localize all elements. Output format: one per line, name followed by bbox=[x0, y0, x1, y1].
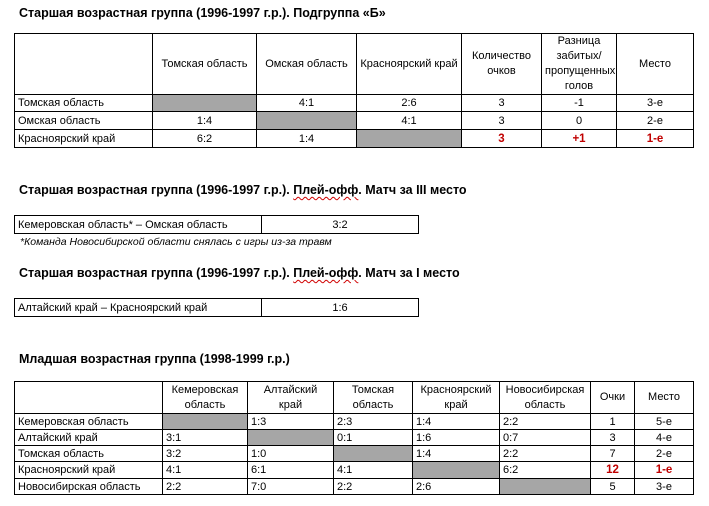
points-cell: 7 bbox=[591, 446, 635, 462]
group1-header-points: Количество очков bbox=[462, 34, 542, 95]
score-cell: 2:2 bbox=[334, 479, 413, 495]
score-cell: 3:1 bbox=[163, 430, 248, 446]
junior-title: Младшая возрастная группа (1998-1999 г.р.) bbox=[19, 352, 290, 366]
points-cell: 3 bbox=[462, 95, 542, 112]
junior-table bbox=[14, 381, 694, 495]
first-place-table bbox=[14, 298, 419, 317]
score-cell: 4:1 bbox=[257, 95, 357, 112]
score-cell: 0:7 bbox=[500, 430, 591, 446]
withdrawal-note: *Команда Новосибирской области снялась с игры из-за травм bbox=[20, 236, 332, 248]
first-place-title-part3: . Матч за I место bbox=[358, 266, 460, 280]
self-match-cell bbox=[357, 130, 462, 148]
first-place-title-part1: Старшая возрастная группа (1996-1997 г.р.). bbox=[19, 266, 294, 280]
group1-header-tomsk: Томская область bbox=[153, 34, 257, 95]
table-row bbox=[15, 112, 694, 130]
table-row bbox=[15, 430, 694, 446]
score-cell: 1:4 bbox=[257, 130, 357, 148]
junior-header-place: Место bbox=[635, 382, 694, 414]
score-cell: 2:2 bbox=[500, 446, 591, 462]
score-cell: 2:2 bbox=[500, 414, 591, 430]
score-cell: 1:6 bbox=[413, 430, 500, 446]
points-cell: 12 bbox=[591, 462, 635, 479]
third-place-table bbox=[14, 215, 419, 234]
self-match-cell bbox=[248, 430, 334, 446]
group1-header-goal-diff: Разница забитых/ пропущенных голов bbox=[542, 34, 617, 95]
table-row bbox=[15, 462, 694, 479]
self-match-cell bbox=[413, 462, 500, 479]
points-cell: 5 bbox=[591, 479, 635, 495]
team-name: Томская область bbox=[15, 446, 163, 462]
score-cell: 1:4 bbox=[413, 446, 500, 462]
team-name: Красноярский край bbox=[15, 130, 153, 148]
table-row bbox=[15, 414, 694, 430]
junior-header-kemerovo: Кемеровская область bbox=[163, 382, 248, 414]
group1-header-corner bbox=[15, 34, 153, 95]
match-teams: Алтайский край – Красноярский край bbox=[15, 299, 262, 317]
points-cell: 3 bbox=[462, 130, 542, 148]
self-match-cell bbox=[500, 479, 591, 495]
place-cell: 4-е bbox=[635, 430, 694, 446]
score-cell: 1:0 bbox=[248, 446, 334, 462]
junior-header-krasnoyarsk: Красноярский край bbox=[413, 382, 500, 414]
score-cell: 1:4 bbox=[413, 414, 500, 430]
third-place-title bbox=[19, 183, 467, 197]
junior-header-novosibirsk: Новосибирская область bbox=[500, 382, 591, 414]
place-cell: 3-е bbox=[635, 479, 694, 495]
score-cell: 2:3 bbox=[334, 414, 413, 430]
score-cell: 1:4 bbox=[153, 112, 257, 130]
group1-header-place: Место bbox=[617, 34, 694, 95]
team-name: Омская область bbox=[15, 112, 153, 130]
score-cell: 4:1 bbox=[357, 112, 462, 130]
table-row bbox=[15, 130, 694, 148]
junior-header-row bbox=[15, 382, 694, 414]
goal-diff-cell: 0 bbox=[542, 112, 617, 130]
team-name: Томская область bbox=[15, 95, 153, 112]
score-cell: 2:6 bbox=[413, 479, 500, 495]
points-cell: 3 bbox=[591, 430, 635, 446]
score-cell: 2:6 bbox=[357, 95, 462, 112]
self-match-cell bbox=[334, 446, 413, 462]
score-cell: 6:2 bbox=[153, 130, 257, 148]
score-cell: 0:1 bbox=[334, 430, 413, 446]
place-cell: 1-е bbox=[617, 130, 694, 148]
team-name: Новосибирская область bbox=[15, 479, 163, 495]
group1-title: Старшая возрастная группа (1996-1997 г.р.). Подгруппа «Б» bbox=[19, 6, 386, 20]
score-cell: 4:1 bbox=[163, 462, 248, 479]
group1-header-omsk: Омская область bbox=[257, 34, 357, 95]
team-name: Красноярский край bbox=[15, 462, 163, 479]
third-place-title-playoff: Плей-офф bbox=[293, 183, 359, 197]
score-cell: 1:3 bbox=[248, 414, 334, 430]
place-cell: 5-е bbox=[635, 414, 694, 430]
place-cell: 2-е bbox=[635, 446, 694, 462]
score-cell: 2:2 bbox=[163, 479, 248, 495]
place-cell: 3-е bbox=[617, 95, 694, 112]
third-place-title-part1: Старшая возрастная группа (1996-1997 г.р.). bbox=[19, 183, 294, 197]
junior-header-altai: Алтайский край bbox=[248, 382, 334, 414]
self-match-cell bbox=[257, 112, 357, 130]
group1-header-row bbox=[15, 34, 694, 95]
score-cell: 6:1 bbox=[248, 462, 334, 479]
table-row bbox=[15, 479, 694, 495]
table-row bbox=[15, 299, 419, 317]
junior-header-points: Очки bbox=[591, 382, 635, 414]
place-cell: 2-е bbox=[617, 112, 694, 130]
group1-table bbox=[14, 33, 694, 148]
first-place-title-playoff: Плей-офф bbox=[293, 266, 359, 280]
team-name: Алтайский край bbox=[15, 430, 163, 446]
score-cell: 7:0 bbox=[248, 479, 334, 495]
points-cell: 3 bbox=[462, 112, 542, 130]
self-match-cell bbox=[163, 414, 248, 430]
junior-header-corner bbox=[15, 382, 163, 414]
self-match-cell bbox=[153, 95, 257, 112]
goal-diff-cell: -1 bbox=[542, 95, 617, 112]
match-score: 3:2 bbox=[262, 216, 419, 234]
team-name: Кемеровская область bbox=[15, 414, 163, 430]
first-place-title bbox=[19, 266, 460, 280]
match-score: 1:6 bbox=[262, 299, 419, 317]
group1-header-krasnoyarsk: Красноярский край bbox=[357, 34, 462, 95]
score-cell: 4:1 bbox=[334, 462, 413, 479]
score-cell: 6:2 bbox=[500, 462, 591, 479]
points-cell: 1 bbox=[591, 414, 635, 430]
third-place-title-part3: . Матч за III место bbox=[358, 183, 467, 197]
place-cell: 1-е bbox=[635, 462, 694, 479]
match-teams: Кемеровская область* – Омская область bbox=[15, 216, 262, 234]
table-row bbox=[15, 216, 419, 234]
score-cell: 3:2 bbox=[163, 446, 248, 462]
goal-diff-cell: +1 bbox=[542, 130, 617, 148]
table-row bbox=[15, 446, 694, 462]
junior-header-tomsk: Томская область bbox=[334, 382, 413, 414]
table-row bbox=[15, 95, 694, 112]
